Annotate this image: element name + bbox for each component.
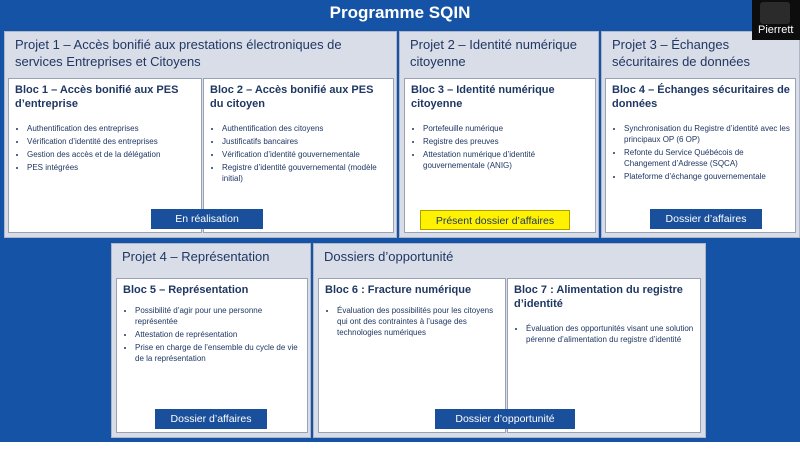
list-item: • Vérification d’identité gouvernementale	[222, 149, 389, 160]
project-2-title: Projet 2 – Identité numérique citoyenne	[410, 37, 577, 69]
list-item: • Gestion des accès et de la délégation	[27, 149, 197, 160]
project-4-title: Projet 4 – Représentation	[122, 249, 270, 264]
list-item: • Prise en charge de l’ensemble du cycle de vie de la représentation	[135, 342, 303, 364]
bloc-4-list	[612, 123, 791, 184]
list-item: • Attestation de représentation	[135, 329, 303, 340]
list-item: • Attestation numérique d’identité gouvernementale (ANIG)	[423, 149, 591, 171]
project-4-panel	[111, 243, 311, 438]
project-2-panel	[399, 31, 599, 238]
list-item: • Authentification des entreprises	[27, 123, 197, 134]
project-2-status-badge: Présent dossier d’affaires	[420, 210, 570, 230]
list-item: • Vérification d’identité des entreprises	[27, 136, 197, 147]
project-1-panel	[4, 31, 397, 238]
project-3-status-badge: Dossier d’affaires	[650, 209, 762, 229]
opportunity-panel	[313, 243, 706, 438]
list-item: • Évaluation des opportunités visant une solution pérenne d’alimentation du registre d’identité	[526, 323, 696, 345]
project-3-panel	[601, 31, 800, 238]
bloc-3-list	[411, 123, 591, 173]
list-item: • Synchronisation du Registre d’identité avec les principaux OP (6 OP)	[624, 123, 791, 145]
list-item: • Possibilité d’agir pour une personne représentée	[135, 305, 303, 327]
list-item: • Évaluation des possibilités pour les citoyens qui ont des contraintes à l’usage des technologies numériques	[337, 305, 501, 338]
list-item: • Portefeuille numérique	[423, 123, 591, 134]
bloc-1-title: Bloc 1 – Accès bonifié aux PES d’entreprise	[15, 84, 179, 110]
bloc-5-title: Bloc 5 – Représentation	[123, 284, 249, 296]
list-item: • Justificatifs bancaires	[222, 136, 389, 147]
participant-name-label: Pierrett	[758, 24, 794, 36]
list-item: • Registre d’identité gouvernemental (modèle initial)	[222, 162, 389, 184]
project-1-title: Projet 1 – Accès bonifié aux prestations électroniques de services Entreprises et Citoyens	[15, 37, 342, 69]
bloc-6-title: Bloc 6 : Fracture numérique	[325, 284, 472, 296]
project-1-status-badge: En réalisation	[151, 209, 263, 229]
bloc-1-list	[15, 123, 197, 175]
slide-title: Programme SQIN	[329, 3, 471, 22]
list-item: • Plateforme d’échange gouvernementale	[624, 171, 791, 182]
participant-video-feed	[760, 2, 790, 24]
list-item: • PES intégrées	[27, 162, 197, 173]
opportunity-status-badge: Dossier d’opportunité	[435, 409, 575, 429]
bloc-6-list	[325, 305, 501, 340]
list-item: • Registre des preuves	[423, 136, 591, 147]
bloc-4-title: Bloc 4 – Échanges sécuritaires de données	[612, 84, 790, 110]
list-item: • Refonte du Service Québécois de Changement d’Adresse (SQCA)	[624, 147, 791, 169]
project-3-title: Projet 3 – Échanges sécuritaires de données	[612, 37, 751, 69]
bloc-5-list	[123, 305, 303, 366]
bloc-2-list	[210, 123, 389, 186]
bloc-2-title: Bloc 2 – Accès bonifié aux PES du citoyen	[210, 84, 374, 110]
participant-video-tile[interactable]	[752, 0, 800, 40]
list-item: • Authentification des citoyens	[222, 123, 389, 134]
opportunity-title: Dossiers d’opportunité	[324, 249, 454, 264]
bloc-7-list	[514, 323, 696, 347]
project-4-status-badge: Dossier d’affaires	[155, 409, 267, 429]
bloc-7-title: Bloc 7 : Alimentation du registre d’identité	[514, 284, 683, 310]
bloc-3-title: Bloc 3 – Identité numérique citoyenne	[411, 84, 555, 110]
